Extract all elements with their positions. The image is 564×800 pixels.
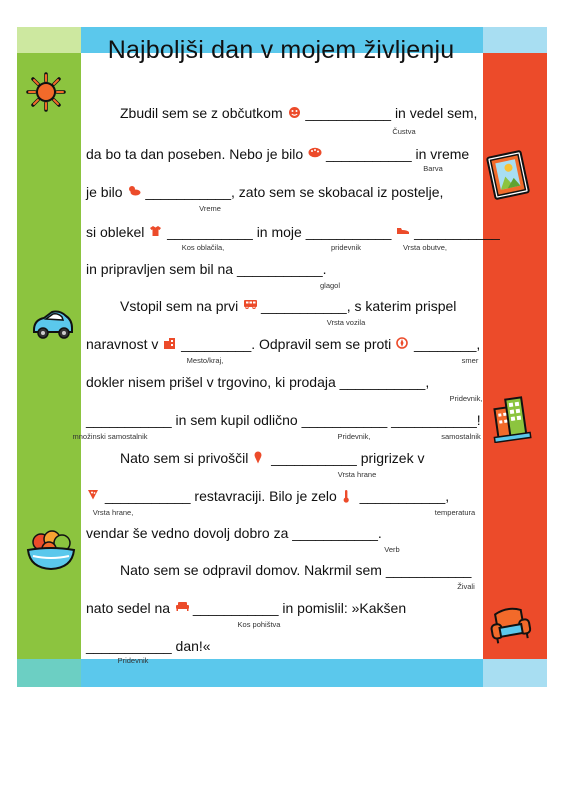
car-icon [30, 306, 76, 342]
blank-caption: Pridevnik, [449, 394, 483, 403]
story-text-segment: ___________, [355, 488, 450, 504]
building-icon [163, 337, 176, 347]
paint-palette-icon [308, 147, 321, 157]
story-text-segment: ___________ prigrizek v [267, 450, 425, 466]
blank-caption: samostalnik [441, 432, 481, 441]
blank-caption: Vrsta hrane, [92, 508, 134, 517]
story-text-segment: naravnost v [86, 336, 163, 352]
story-line [86, 374, 429, 390]
blank-caption: pridevnik [330, 243, 362, 252]
story-line [86, 412, 481, 428]
blank-caption: Čustva [392, 127, 416, 136]
story-line [86, 525, 382, 541]
right-band-red [483, 53, 547, 659]
story-text-segment: ___________ in moje ___________ [163, 224, 396, 240]
story-text-segment: ___________ in pomislil: »Kakšen [188, 600, 407, 616]
story-line [86, 638, 211, 654]
blank-caption: Vrsta hrane [337, 470, 377, 479]
armchair-icon [487, 604, 533, 644]
blank-caption: Vreme [199, 204, 221, 213]
story-text-segment: ___________ in vreme [322, 146, 470, 162]
story-text-segment: _________. Odpravil sem se proti [177, 336, 396, 352]
page-title: Najboljši dan v mojem življenju [107, 36, 455, 64]
story-text-segment: ________, [410, 336, 481, 352]
story-text-segment: Nato sem si privoščil [120, 450, 253, 466]
story-line [86, 261, 327, 277]
story-line [120, 105, 477, 121]
blank-caption: Kos oblačila, [181, 243, 225, 252]
story-line [120, 450, 425, 466]
story-line [86, 184, 443, 200]
thermometer-icon [342, 489, 355, 499]
picture-frame-icon [485, 150, 531, 200]
story-text-segment: nato sedel na [86, 600, 174, 616]
story-text-segment: da bo ta dan poseben. Nebo je bilo [86, 146, 308, 162]
smiley-icon [288, 106, 301, 116]
story-line [120, 562, 471, 578]
weather-icon [127, 185, 140, 195]
story-text-segment: si oblekel [86, 224, 149, 240]
story-line [86, 146, 469, 162]
blank-caption: Vrsta obutve, [403, 243, 447, 252]
story-text-segment: ___________ in sem kupil odlično ___________ ___________! [86, 412, 481, 428]
story-text-segment: vendar še vedno dovolj dobro za ___________. [86, 525, 382, 541]
story-line [86, 224, 500, 240]
blank-caption: Pridevnik, [337, 432, 371, 441]
story-text-segment: Nato sem se odpravil domov. Nakrmil sem ___________ [120, 562, 472, 578]
blank-caption: množinski samostalnik [72, 432, 148, 441]
bottom-band-light-blue [483, 659, 547, 687]
blank-caption: smer [461, 356, 479, 365]
story-text-segment: Vstopil sem na prvi [120, 298, 243, 314]
story-text-segment: ___________ [410, 224, 500, 240]
pizza-icon [87, 489, 100, 499]
blank-caption: Mesto/kraj, [186, 356, 224, 365]
blank-caption: temperatura [434, 508, 476, 517]
story-text-segment: ___________ in vedel sem, [301, 105, 478, 121]
blank-caption: Barva [423, 164, 443, 173]
blank-caption: Kos pohištva [237, 620, 281, 629]
top-band-light-blue [483, 27, 547, 53]
bottom-band-teal [17, 659, 81, 687]
story-text-segment: ___________, zato sem se skobacal iz postelje, [141, 184, 444, 200]
buildings-icon [490, 395, 532, 443]
blank-caption: Verb [384, 545, 400, 554]
story-text-segment: ___________ restavraciji. Bilo je zelo [101, 488, 341, 504]
blank-caption: glagol [319, 281, 341, 290]
story-text-segment: Zbudil sem se z občutkom [120, 105, 287, 121]
sofa-icon [175, 601, 188, 611]
shirt-icon [149, 225, 162, 235]
story-text-segment: je bilo [86, 184, 127, 200]
ice-cream-icon [253, 451, 266, 461]
blank-caption: Pridevnik [117, 656, 149, 665]
story-line [120, 298, 456, 314]
story-line [86, 488, 449, 504]
blank-caption: Vrsta vozila [326, 318, 366, 327]
story-text-segment: ___________ dan!« [86, 638, 211, 654]
story-text-segment: in pripravljen sem bil na ___________. [86, 261, 327, 277]
blank-caption: Živali [457, 582, 475, 591]
story-line [86, 336, 480, 352]
story-text-segment: ___________, s katerim prispel [257, 298, 457, 314]
shoe-icon [396, 225, 409, 235]
fruit-bowl-icon [25, 528, 77, 572]
story-line [86, 600, 406, 616]
compass-icon [396, 337, 409, 347]
story-text-segment: dokler nisem prišel v trgovino, ki prodaja ___________, [86, 374, 430, 390]
bus-icon [243, 299, 256, 309]
sun-icon [26, 72, 66, 112]
top-band-light-green [17, 27, 81, 53]
